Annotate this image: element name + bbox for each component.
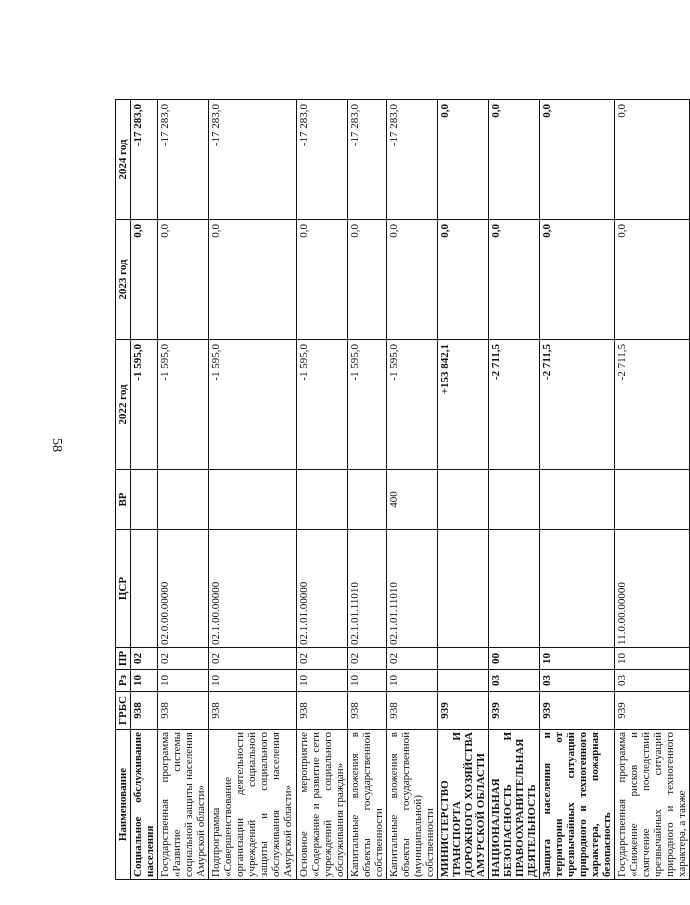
- row-name: Капитальные вложения в объекты государственной собственности: [348, 730, 387, 880]
- row-2024: 0,0: [540, 100, 615, 220]
- row-grbs: 938: [209, 692, 297, 730]
- row-grbs: 938: [297, 692, 348, 730]
- row-name: Государственная программа «Снижение рисков и смягчение последствий чрезвычайных ситуаций природного и техногенного характера, а также: [615, 730, 690, 880]
- row-2023: 0,0: [489, 220, 540, 340]
- row-2023: 0,0: [131, 220, 158, 340]
- row-pr: 02: [348, 648, 387, 670]
- row-grbs: 938: [348, 692, 387, 730]
- row-csr: [131, 530, 158, 648]
- row-rz: 03: [540, 670, 615, 692]
- header-name: Наименование: [116, 730, 131, 880]
- budget-table: [115, 99, 690, 880]
- row-csr: 02.1.01.11010: [348, 530, 387, 648]
- header-vr: ВР: [116, 470, 131, 530]
- row-2024: -17 283,0: [158, 100, 209, 220]
- row-2023: 0,0: [615, 220, 690, 340]
- row-csr: [540, 530, 615, 648]
- row-2024: -17 283,0: [131, 100, 158, 220]
- row-2023: 0,0: [540, 220, 615, 340]
- row-rz: [438, 670, 489, 692]
- header-grbs: ГРБС: [116, 692, 131, 730]
- table-row: [438, 100, 489, 880]
- row-rz: 10: [348, 670, 387, 692]
- row-pr: 10: [540, 648, 615, 670]
- row-pr: 02: [158, 648, 209, 670]
- row-rz: 10: [131, 670, 158, 692]
- row-pr: [438, 648, 489, 670]
- row-vr: [158, 470, 209, 530]
- row-csr: [438, 530, 489, 648]
- table-row: [131, 100, 158, 880]
- row-2022: -1 595,0: [297, 340, 348, 470]
- table-row: [297, 100, 348, 880]
- table-row: [158, 100, 209, 880]
- row-csr: 02.1.00.00000: [209, 530, 297, 648]
- row-vr: [348, 470, 387, 530]
- row-csr: 02.1.01.11010: [387, 530, 438, 648]
- row-2024: -17 283,0: [209, 100, 297, 220]
- header-rz: Рз: [116, 670, 131, 692]
- row-rz: 10: [387, 670, 438, 692]
- header-2022: 2022 год: [116, 340, 131, 470]
- row-name: МИНИСТЕРСТВО ТРАНСПОРТА И ДОРОЖНОГО ХОЗЯЙСТВА АМУРСКОЙ ОБЛАСТИ: [438, 730, 489, 880]
- row-name: Капитальные вложения в объекты государственной (муниципальной) собственности: [387, 730, 438, 880]
- row-name: Подпрограмма «Совершенствование организации деятельности учреждений социальной защиты и социального обслуживания населения Амурской области»: [209, 730, 297, 880]
- row-pr: 02: [131, 648, 158, 670]
- row-vr: [209, 470, 297, 530]
- table-row: [489, 100, 540, 880]
- header-csr: ЦСР: [116, 530, 131, 648]
- table-row: [209, 100, 297, 880]
- row-2023: 0,0: [158, 220, 209, 340]
- row-2023: 0,0: [348, 220, 387, 340]
- row-2024: 0,0: [438, 100, 489, 220]
- table-row: [615, 100, 690, 880]
- row-2023: 0,0: [438, 220, 489, 340]
- row-grbs: 938: [158, 692, 209, 730]
- row-vr: 400: [387, 470, 438, 530]
- row-pr: 02: [297, 648, 348, 670]
- row-2024: -17 283,0: [348, 100, 387, 220]
- row-2024: 0,0: [489, 100, 540, 220]
- row-rz: 10: [209, 670, 297, 692]
- row-2022: -1 595,0: [387, 340, 438, 470]
- row-vr: [489, 470, 540, 530]
- row-grbs: 938: [131, 692, 158, 730]
- header-2023: 2023 год: [116, 220, 131, 340]
- row-name: Основное мероприятие «Содержание и развитие сети учреждений социального обслуживания граждан»: [297, 730, 348, 880]
- row-2022: -2 711,5: [489, 340, 540, 470]
- row-2024: -17 283,0: [387, 100, 438, 220]
- row-rz: 10: [297, 670, 348, 692]
- row-vr: [131, 470, 158, 530]
- row-grbs: 939: [615, 692, 690, 730]
- row-2022: -2 711,5: [540, 340, 615, 470]
- row-2023: 0,0: [297, 220, 348, 340]
- row-grbs: 939: [438, 692, 489, 730]
- row-2024: -17 283,0: [297, 100, 348, 220]
- row-pr: 02: [209, 648, 297, 670]
- row-grbs: 938: [387, 692, 438, 730]
- header-pr: ПР: [116, 648, 131, 670]
- row-name: Государственная программа «Развитие системы социальной защиты населения Амурской области»: [158, 730, 209, 880]
- row-2022: -1 595,0: [348, 340, 387, 470]
- row-2023: 0,0: [209, 220, 297, 340]
- row-csr: [489, 530, 540, 648]
- row-pr: 10: [615, 648, 690, 670]
- header-row: [116, 100, 131, 880]
- row-rz: 03: [615, 670, 690, 692]
- row-2022: -1 595,0: [131, 340, 158, 470]
- rotated-table-wrapper: [115, 100, 690, 880]
- row-2022: -2 711,5: [615, 340, 690, 470]
- row-name: НАЦИОНАЛЬНАЯ БЕЗОПАСНОСТЬ И ПРАВООХРАНИТЕЛЬНАЯ ДЕЯТЕЛЬНОСТЬ: [489, 730, 540, 880]
- row-pr: 02: [387, 648, 438, 670]
- page-number: 58: [49, 438, 64, 452]
- row-pr: 00: [489, 648, 540, 670]
- header-2024: 2024 год: [116, 100, 131, 220]
- row-csr: 02.1.01.00000: [297, 530, 348, 648]
- row-name: Защита населения и территории от чрезвычайных ситуаций природного и техногенного характера, пожарная безопасность: [540, 730, 615, 880]
- row-vr: [438, 470, 489, 530]
- row-rz: 10: [158, 670, 209, 692]
- table-row: [348, 100, 387, 880]
- row-rz: 03: [489, 670, 540, 692]
- row-csr: 02.0.00.00000: [158, 530, 209, 648]
- row-2022: -1 595,0: [158, 340, 209, 470]
- row-2022: -1 595,0: [209, 340, 297, 470]
- row-2024: 0,0: [615, 100, 690, 220]
- row-grbs: 939: [540, 692, 615, 730]
- table-row: [387, 100, 438, 880]
- row-vr: [297, 470, 348, 530]
- row-name: Социальное обслуживание населения: [131, 730, 158, 880]
- table-row: [540, 100, 615, 880]
- row-2022: +153 842,1: [438, 340, 489, 470]
- row-vr: [615, 470, 690, 530]
- row-vr: [540, 470, 615, 530]
- row-grbs: 939: [489, 692, 540, 730]
- row-2023: 0,0: [387, 220, 438, 340]
- row-csr: 11.0.00.00000: [615, 530, 690, 648]
